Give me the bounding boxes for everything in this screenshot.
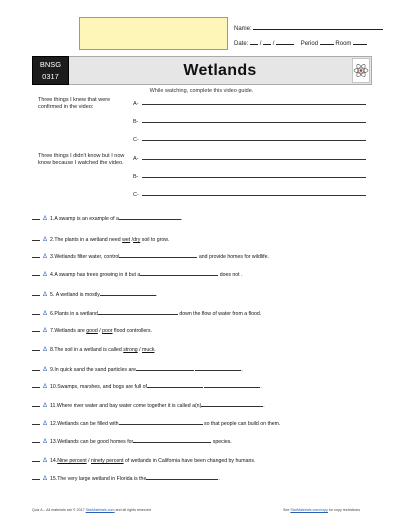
question-11 xyxy=(32,401,265,409)
question-1 xyxy=(32,214,182,222)
question-6 xyxy=(32,309,261,317)
knew-line-a: A- xyxy=(133,98,366,107)
knew-answer-b[interactable] xyxy=(142,116,366,123)
choice-option[interactable]: poor xyxy=(102,328,113,334)
question-15 xyxy=(32,474,220,482)
question-text: soil to grow. xyxy=(140,237,170,243)
choice-option[interactable]: dry xyxy=(133,237,141,243)
new-line-c: C- xyxy=(133,189,366,198)
score-blank[interactable] xyxy=(32,309,40,315)
question-text: Swamps, marshes, and bogs are full of xyxy=(57,384,147,390)
atom-icon xyxy=(352,58,370,83)
question-text: . xyxy=(263,403,265,409)
new-answer-b[interactable] xyxy=(142,171,366,178)
score-blank[interactable] xyxy=(32,290,40,296)
question-text: . xyxy=(180,216,183,222)
answer-blank[interactable] xyxy=(201,401,263,407)
question-4 xyxy=(32,270,243,278)
score-blank[interactable] xyxy=(32,214,40,220)
question-number: 13. xyxy=(50,439,58,445)
triangle-icon: Δ xyxy=(43,292,48,298)
question-number: 3. xyxy=(50,254,55,260)
question-number: 14. xyxy=(50,458,58,464)
question-text: flood controllers. xyxy=(112,328,153,334)
footer-link[interactable]: StarMaterials.com xyxy=(85,508,115,512)
question-number: 2. xyxy=(50,237,55,243)
triangle-icon: Δ xyxy=(43,403,48,409)
footer-copyright: Quiz A – All materials are © 2017 StarMaterials.com and all rights reserved xyxy=(32,508,151,512)
triangle-icon: Δ xyxy=(43,439,48,445)
question-text: / xyxy=(137,347,143,353)
question-text: A swamp has trees growing in it but a xyxy=(54,272,141,278)
question-text: . xyxy=(241,367,243,373)
question-2 xyxy=(32,235,169,243)
question-text: Plants in a wetland xyxy=(54,311,98,317)
triangle-icon: Δ xyxy=(43,347,48,353)
footer-copy-restrictions: See StarMaterials.com/copy for copy restrictions xyxy=(283,508,361,512)
answer-blank[interactable] xyxy=(98,309,178,315)
answer-blank[interactable] xyxy=(146,474,218,480)
date-line xyxy=(234,38,367,47)
triangle-icon: Δ xyxy=(43,328,48,334)
question-number: 11. xyxy=(50,403,57,409)
answer-blank[interactable] xyxy=(195,365,241,371)
choice-option[interactable]: muck xyxy=(142,347,155,353)
question-text: so that people can build on them. xyxy=(202,421,281,427)
question-number: 6. xyxy=(50,311,55,317)
question-text: The very large wetland in Florida is the xyxy=(57,476,147,482)
score-blank[interactable] xyxy=(32,326,40,332)
question-14 xyxy=(32,456,255,464)
new-answer-a[interactable] xyxy=(142,153,366,160)
triangle-icon: Δ xyxy=(43,476,48,482)
question-text: . xyxy=(218,476,220,482)
answer-blank[interactable] xyxy=(133,437,211,443)
question-number: 10. xyxy=(50,384,58,390)
question-text: Where river water and bay water come together it is called a(n) xyxy=(56,403,202,409)
question-text: A wetland is mostly xyxy=(54,292,100,298)
question-8 xyxy=(32,345,156,353)
question-text: / xyxy=(130,237,134,243)
question-text: Wetlands can be good homes for xyxy=(57,439,134,445)
code-line2: 0317 xyxy=(42,72,59,81)
question-text: The soil in a wetland is called xyxy=(54,347,124,353)
answer-blank[interactable] xyxy=(119,252,197,258)
answer-blank[interactable] xyxy=(100,290,156,296)
triangle-icon: Δ xyxy=(43,237,48,243)
answer-blank[interactable] xyxy=(136,365,194,371)
date-sep: / xyxy=(259,41,262,47)
question-13 xyxy=(32,437,232,445)
score-blank[interactable] xyxy=(32,437,40,443)
footer-copy-link[interactable]: StarMaterials.com/copy xyxy=(290,508,328,512)
answer-blank[interactable] xyxy=(147,382,203,388)
name-highlight-box xyxy=(79,17,228,50)
question-text: of wetlands in California have been changed by humans. xyxy=(123,458,256,464)
question-number: 1. xyxy=(50,216,55,222)
room-label: Room xyxy=(335,41,352,47)
question-text: down the flow of water from a flood. xyxy=(177,311,262,317)
choice-option[interactable]: ninety percent xyxy=(90,458,124,464)
knew-prompt: Three things I knew that were confirmed in the video: xyxy=(38,97,111,110)
knew-answer-a[interactable] xyxy=(142,98,366,105)
question-12 xyxy=(32,419,280,427)
triangle-icon: Δ xyxy=(43,254,48,260)
triangle-icon: Δ xyxy=(43,216,48,222)
name-line xyxy=(234,23,383,32)
question-number: 8. xyxy=(50,347,55,353)
code-badge xyxy=(32,56,69,85)
question-10 xyxy=(32,382,262,390)
question-number: 12. xyxy=(50,421,58,427)
score-blank[interactable] xyxy=(32,474,40,480)
date-year-field[interactable] xyxy=(276,38,294,45)
question-text: . xyxy=(154,347,156,353)
triangle-icon: Δ xyxy=(43,421,48,427)
question-text: The plants in a wetland need xyxy=(54,237,123,243)
question-text: / xyxy=(97,328,103,334)
new-line-b: B- xyxy=(133,171,366,180)
question-text: species. xyxy=(211,439,232,445)
score-blank[interactable] xyxy=(32,270,40,276)
score-blank[interactable] xyxy=(32,365,40,371)
name-field[interactable] xyxy=(253,23,383,30)
knew-answer-c[interactable] xyxy=(142,134,366,141)
room-field[interactable] xyxy=(353,38,367,45)
code-line1: BNSG xyxy=(39,60,62,69)
didnt-know-prompt: Three things I didn't know but I now know because I watched the video. xyxy=(38,153,125,166)
date-sep: / xyxy=(272,41,275,47)
answer-blank[interactable] xyxy=(119,419,203,425)
page-title: Wetlands xyxy=(183,62,257,79)
triangle-icon: Δ xyxy=(43,311,48,317)
question-text: . xyxy=(260,384,262,390)
answer-blank[interactable] xyxy=(204,382,260,388)
new-line-a: A- xyxy=(133,153,366,162)
question-number: 7. xyxy=(50,328,55,334)
period-label: Period xyxy=(300,41,319,47)
question-text: and provide homes for wildlife. xyxy=(197,254,269,260)
score-blank[interactable] xyxy=(32,345,40,351)
answer-blank[interactable] xyxy=(119,214,181,220)
title-band xyxy=(69,56,372,85)
choice-option[interactable]: good xyxy=(86,328,98,334)
score-blank[interactable] xyxy=(32,456,40,462)
knew-line-c: C- xyxy=(133,134,366,143)
date-label: Date: xyxy=(234,41,249,47)
question-number: 9. xyxy=(50,367,55,373)
triangle-icon: Δ xyxy=(43,458,48,464)
question-7 xyxy=(32,326,152,334)
name-label: Name: xyxy=(234,26,252,32)
triangle-icon: Δ xyxy=(43,384,48,390)
score-blank[interactable] xyxy=(32,419,40,425)
question-text: Wetlands filter water, control xyxy=(54,254,120,260)
question-text: does not . xyxy=(218,272,243,278)
answer-blank[interactable] xyxy=(140,270,218,276)
score-blank[interactable] xyxy=(32,235,40,241)
choice-option[interactable]: wet xyxy=(122,237,131,243)
new-answer-c[interactable] xyxy=(142,189,366,196)
knew-line-b: B- xyxy=(133,116,366,125)
question-text: / xyxy=(86,458,91,464)
question-number: 15. xyxy=(50,476,58,482)
period-field[interactable] xyxy=(320,38,334,45)
question-number: 5. xyxy=(50,292,55,298)
triangle-icon: Δ xyxy=(43,367,48,373)
question-text: A swamp is an example of a xyxy=(54,216,119,222)
question-text: . xyxy=(155,292,158,298)
question-9 xyxy=(32,365,243,373)
choice-option[interactable]: strong xyxy=(123,347,138,353)
date-day-field[interactable] xyxy=(263,38,271,45)
question-number: 4. xyxy=(50,272,55,278)
instructions: While watching, complete this video guide. xyxy=(149,88,254,94)
date-month-field[interactable] xyxy=(250,38,258,45)
question-text: Wetlands are xyxy=(54,328,87,334)
score-blank[interactable] xyxy=(32,401,40,407)
question-3 xyxy=(32,252,269,260)
question-5 xyxy=(32,290,157,298)
choice-option[interactable]: Nine percent xyxy=(57,458,87,464)
score-blank[interactable] xyxy=(32,382,40,388)
triangle-icon: Δ xyxy=(43,272,48,278)
question-text: Wetlands can be filled with xyxy=(57,421,119,427)
question-text: In quick sand the sand particles are xyxy=(54,367,136,373)
score-blank[interactable] xyxy=(32,252,40,258)
